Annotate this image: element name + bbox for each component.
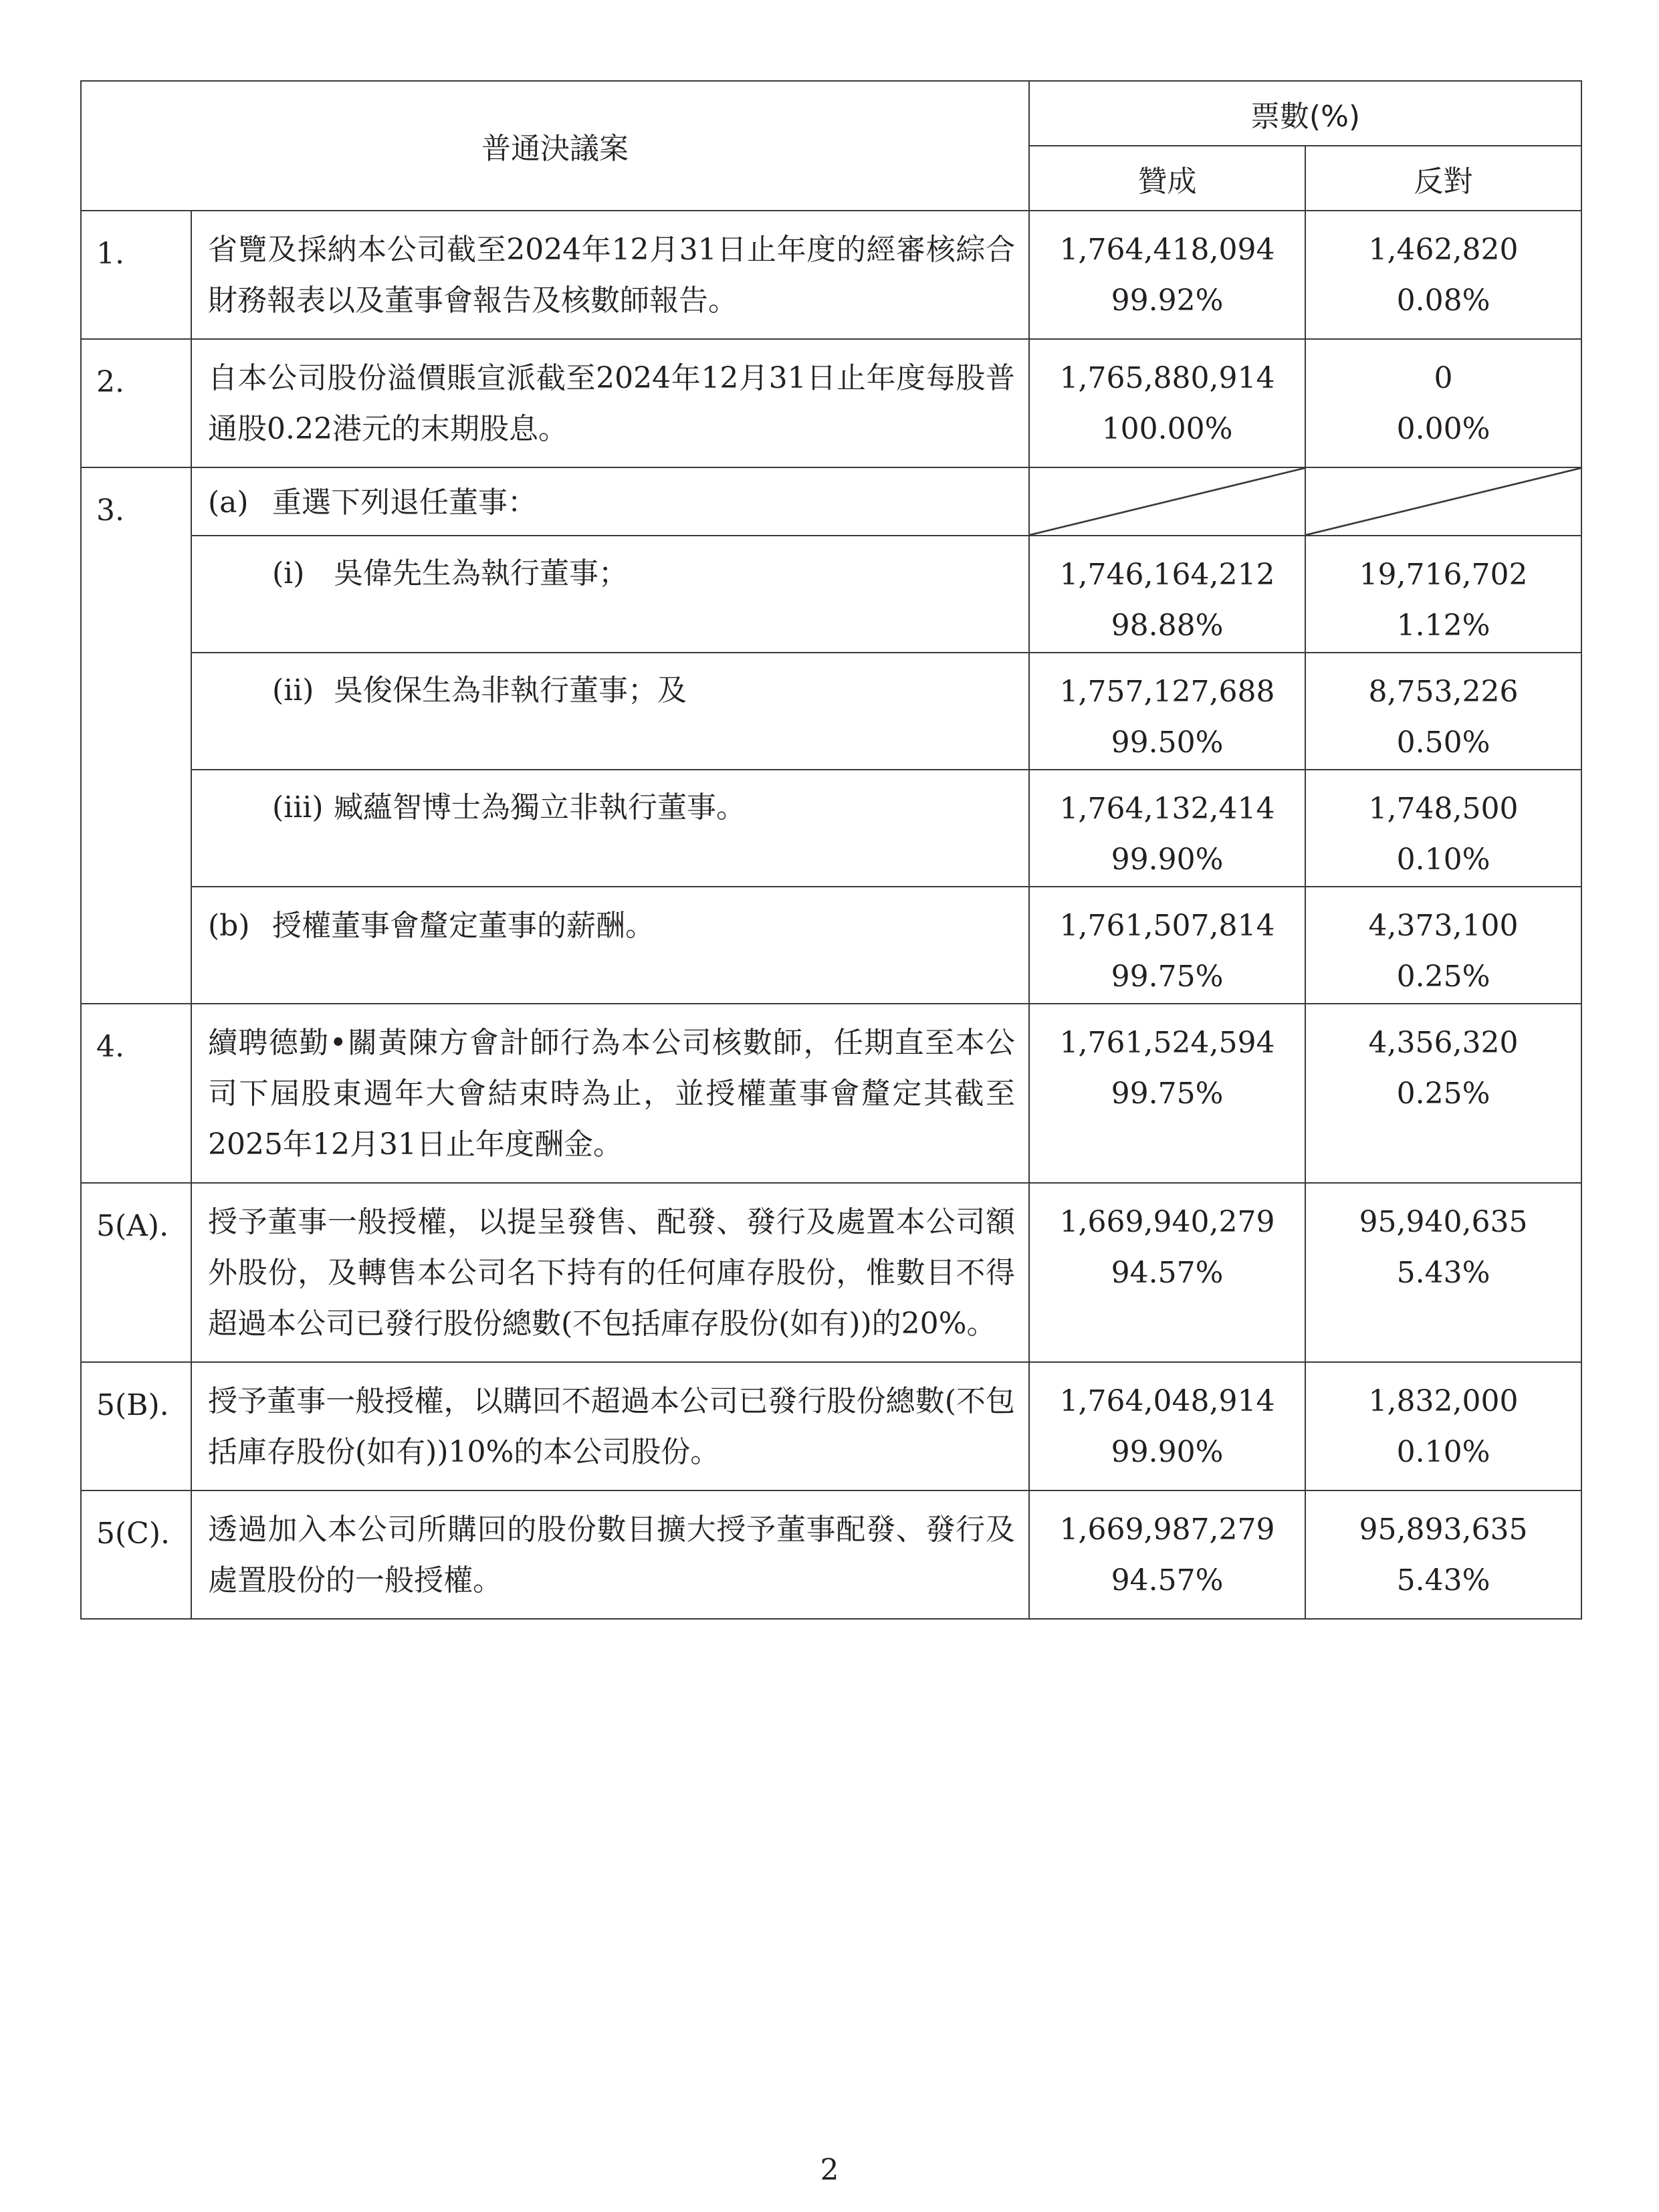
resolution-text	[191, 770, 1029, 887]
for-votes	[1029, 1362, 1305, 1490]
for-count: 1,761,507,814	[1059, 909, 1275, 943]
against-votes	[1305, 1183, 1581, 1362]
table-row	[81, 211, 1581, 339]
against-count: 0	[1434, 361, 1453, 395]
for-percent: 99.75%	[1111, 960, 1224, 994]
against-percent: 1.12%	[1396, 609, 1490, 643]
against-votes	[1305, 1490, 1581, 1619]
against-percent: 0.50%	[1396, 726, 1490, 760]
table-row	[81, 1183, 1581, 1362]
for-votes	[1029, 339, 1305, 467]
for-count: 1,765,880,914	[1059, 361, 1275, 395]
against-percent: 0.00%	[1396, 412, 1490, 446]
not-applicable-cell	[1305, 467, 1581, 536]
against-percent: 0.10%	[1396, 843, 1490, 877]
for-votes	[1029, 887, 1305, 1004]
for-votes	[1029, 1004, 1305, 1183]
resolution-text: 授予董事一般授權，以提呈發售、配發、發行及處置本公司額外股份，及轉售本公司名下持有的任何庫存股份，惟數目不得超過本公司已發行股份總數(不包括庫存股份(如有))的20%。	[191, 1183, 1029, 1362]
for-count: 1,764,048,914	[1059, 1384, 1275, 1418]
for-percent: 99.50%	[1111, 726, 1224, 760]
for-percent: 98.88%	[1111, 609, 1224, 643]
against-votes	[1305, 1004, 1581, 1183]
against-count: 19,716,702	[1359, 558, 1528, 592]
sub-label: (a)	[208, 485, 249, 520]
resolution-number: 5(B).	[81, 1362, 191, 1490]
against-percent: 5.43%	[1396, 1563, 1490, 1597]
resolution-number: 3.	[81, 467, 191, 1004]
for-percent: 99.75%	[1111, 1077, 1224, 1111]
resolution-subheading	[191, 467, 1029, 536]
against-count: 95,940,635	[1359, 1205, 1528, 1239]
for-count: 1,761,524,594	[1059, 1026, 1275, 1060]
against-count: 1,748,500	[1368, 792, 1519, 826]
for-percent: 99.90%	[1111, 843, 1224, 877]
table-row	[81, 339, 1581, 467]
header-against: 反對	[1305, 146, 1581, 211]
for-percent: 94.57%	[1111, 1256, 1224, 1290]
for-percent: 99.90%	[1111, 1435, 1224, 1469]
resolution-number: 5(C).	[81, 1490, 191, 1619]
diagonal-line-icon	[1030, 468, 1305, 535]
against-votes	[1305, 211, 1581, 339]
sub-text: 吳俊保生為非執行董事；及	[334, 673, 687, 707]
resolution-number: 2.	[81, 339, 191, 467]
resolution-text: 省覽及採納本公司截至2024年12月31日止年度的經審核綜合財務報表以及董事會報告及核數師報告。	[191, 211, 1029, 339]
for-percent: 100.00%	[1101, 412, 1233, 446]
resolution-text	[191, 887, 1029, 1004]
resolution-text: 授予董事一般授權，以購回不超過本公司已發行股份總數(不包括庫存股份(如有))10%的本公司股份。	[191, 1362, 1029, 1490]
against-count: 95,893,635	[1359, 1513, 1528, 1547]
resolution-text	[191, 653, 1029, 770]
for-count: 1,764,418,094	[1059, 233, 1275, 267]
for-count: 1,764,132,414	[1059, 792, 1275, 826]
against-votes	[1305, 339, 1581, 467]
sub-text: 臧蘊智博士為獨立非執行董事。	[334, 790, 746, 824]
for-votes	[1029, 1490, 1305, 1619]
against-count: 1,462,820	[1368, 233, 1519, 267]
for-votes	[1029, 536, 1305, 653]
sub-label: (ii)	[272, 673, 314, 707]
for-count: 1,669,940,279	[1059, 1205, 1275, 1239]
header-votes: 票數(%)	[1029, 81, 1581, 146]
header-for: 贊成	[1029, 146, 1305, 211]
page-number: 2	[820, 2153, 839, 2187]
for-votes	[1029, 1183, 1305, 1362]
table-row	[81, 1490, 1581, 1619]
sub-text: 吳偉先生為執行董事；	[334, 556, 628, 590]
resolution-number: 5(A).	[81, 1183, 191, 1362]
against-votes	[1305, 770, 1581, 887]
for-votes	[1029, 211, 1305, 339]
sub-text: 授權董事會釐定董事的薪酬。	[272, 909, 655, 943]
resolution-text: 透過加入本公司所購回的股份數目擴大授予董事配發、發行及處置股份的一般授權。	[191, 1490, 1029, 1619]
sub-label: (iii)	[272, 790, 324, 824]
not-applicable-cell	[1029, 467, 1305, 536]
for-votes	[1029, 770, 1305, 887]
for-count: 1,757,127,688	[1059, 675, 1275, 709]
resolution-text: 續聘德勤•關黃陳方會計師行為本公司核數師，任期直至本公司下屆股東週年大會結束時為止，並授權董事會釐定其截至2025年12月31日止年度酬金。	[191, 1004, 1029, 1183]
for-percent: 94.57%	[1111, 1563, 1224, 1597]
table-row	[81, 770, 1581, 887]
against-count: 8,753,226	[1368, 675, 1519, 709]
for-count: 1,669,987,279	[1059, 1513, 1275, 1547]
sub-text: 重選下列退任董事：	[272, 485, 537, 520]
against-percent: 0.25%	[1396, 1077, 1490, 1111]
table-row	[81, 887, 1581, 1004]
for-votes	[1029, 653, 1305, 770]
table-row	[81, 536, 1581, 653]
against-votes	[1305, 887, 1581, 1004]
for-count: 1,746,164,212	[1059, 558, 1275, 592]
header-row-top	[81, 81, 1581, 146]
diagonal-line-icon	[1306, 468, 1581, 535]
sub-label: (i)	[272, 556, 305, 590]
against-percent: 0.08%	[1396, 284, 1490, 318]
against-votes	[1305, 536, 1581, 653]
against-votes	[1305, 1362, 1581, 1490]
table-row	[81, 467, 1581, 536]
resolution-text: 自本公司股份溢價賬宣派截至2024年12月31日止年度每股普通股0.22港元的末期股息。	[191, 339, 1029, 467]
table-row	[81, 1362, 1581, 1490]
resolution-votes-table	[80, 80, 1582, 1620]
against-votes	[1305, 653, 1581, 770]
table-row	[81, 1004, 1581, 1183]
table-row	[81, 653, 1581, 770]
sub-label: (b)	[208, 909, 250, 943]
against-percent: 0.10%	[1396, 1435, 1490, 1469]
against-percent: 5.43%	[1396, 1256, 1490, 1290]
against-count: 4,373,100	[1368, 909, 1519, 943]
for-percent: 99.92%	[1111, 284, 1224, 318]
resolution-text	[191, 536, 1029, 653]
header-resolution: 普通決議案	[81, 81, 1029, 211]
against-count: 4,356,320	[1368, 1026, 1519, 1060]
against-count: 1,832,000	[1368, 1384, 1519, 1418]
resolution-number: 1.	[81, 211, 191, 339]
resolution-number: 4.	[81, 1004, 191, 1183]
against-percent: 0.25%	[1396, 960, 1490, 994]
